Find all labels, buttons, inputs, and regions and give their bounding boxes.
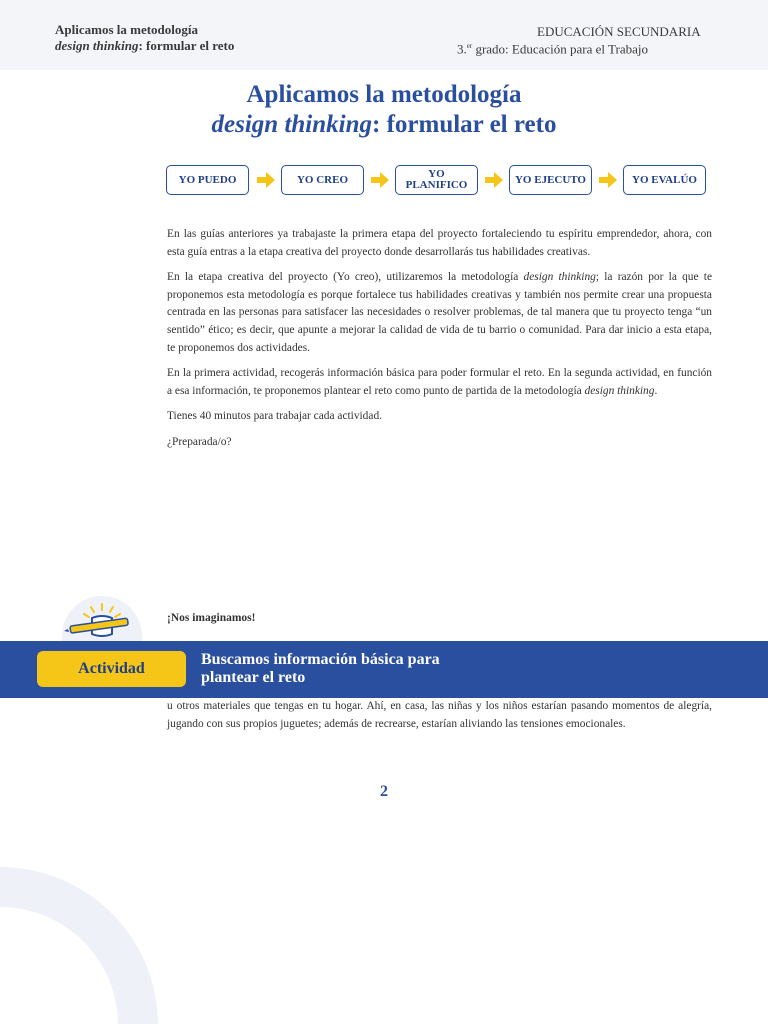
- header-title-line2: [55, 38, 234, 54]
- page-title-rest: : formular el reto: [372, 111, 557, 138]
- page-number: 2: [380, 783, 388, 800]
- page-header: [0, 0, 768, 70]
- paragraph-5: ¿Preparada/o?: [167, 435, 232, 448]
- intro-text: [167, 226, 712, 460]
- paragraph-3-italic: design thinking: [584, 384, 655, 397]
- paragraph-3: [167, 365, 712, 400]
- header-title-italic: design thinking: [55, 38, 139, 53]
- paragraph-3-a: En la primera actividad, recogerás información básica para poder formular el reto. En la segunda actividad, en función a esa información, te proponemos plantear el reto como punto de partida de la metodología: [167, 367, 712, 397]
- arrow-right-icon: [371, 172, 389, 188]
- header-title-line1: Aplicamos la metodología: [55, 22, 198, 37]
- header-subject: grado: Educación para el Trabajo: [472, 41, 649, 57]
- decorative-arc: [0, 865, 160, 1024]
- paragraph-2-italic: design thinking: [523, 271, 596, 284]
- paragraph-1: En las guías anteriores ya trabajaste la primera etapa del proyecto fortaleciendo tu espíritu emprendedor, ahora, con esta guía entras a la etapa creativa del proyecto donde desarrollarás tus habilidades creativas.: [167, 228, 712, 258]
- header-course-info: [457, 24, 701, 56]
- activity-badge: Actividad: [37, 651, 186, 687]
- page-title-line2: [0, 110, 768, 140]
- stage-yo-planifico: YO PLANIFICO: [395, 165, 478, 195]
- paragraph-2: [167, 269, 712, 357]
- paragraph-after-banner: u otros materiales que tengas en tu hogar. Ahí, en casa, las niñas y los niños estarían pasando momentos de alegría, jugando con sus propios juguetes; además de recrearse, estarían aliviando las tensiones emocionales.: [167, 700, 712, 730]
- header-document-title: [55, 22, 234, 54]
- arrow-right-icon: [485, 172, 503, 188]
- project-stages: [166, 165, 706, 197]
- stage-yo-ejecuto: YO EJECUTO: [509, 165, 592, 195]
- imagine-heading: ¡Nos imaginamos!: [167, 612, 256, 624]
- paragraph-2-a: En la etapa creativa del proyecto (Yo creo), utilizaremos la metodología: [167, 271, 524, 284]
- stage-yo-puedo: YO PUEDO: [166, 165, 249, 195]
- paragraph-2-b: ; la razón por la que te proponemos esta metodología es porque fortalece tus habilidades creativas y también nos permite crear una propuesta centrada en las personas para satisfacer las necesidades o resolver problemas, de tal manera que tu proyecto tenga “un sentido” ético; es decir, que apunte a mejorar la calidad de vida de tu barrio o comunidad. Para dar inicio a esta etapa, te proponemos dos actividades.: [167, 271, 713, 354]
- activity-title: [201, 651, 440, 687]
- activity-title-line2: plantear el reto: [201, 669, 306, 686]
- paragraph-3-b: .: [654, 384, 658, 397]
- page-title: [0, 80, 768, 140]
- stage-yo-creo: YO CREO: [281, 165, 364, 195]
- header-grade: [457, 39, 701, 56]
- arrow-right-icon: [257, 172, 275, 188]
- header-level: EDUCACIÓN SECUNDARIA: [537, 24, 701, 39]
- page-title-italic: design thinking: [211, 111, 373, 138]
- activity-title-line1: Buscamos información básica para: [201, 651, 440, 668]
- paragraph-4: Tienes 40 minutos para trabajar cada actividad.: [167, 410, 382, 423]
- header-grade-sup: er: [466, 42, 473, 50]
- arrow-right-icon: [599, 172, 617, 188]
- header-title-rest: : formular el reto: [138, 38, 235, 53]
- header-grade-number: 3.: [457, 41, 467, 57]
- stage-yo-evaluo: YO EVALÚO: [623, 165, 706, 195]
- page-title-line1: Aplicamos la metodología: [246, 81, 522, 108]
- post-banner-text: [167, 698, 712, 733]
